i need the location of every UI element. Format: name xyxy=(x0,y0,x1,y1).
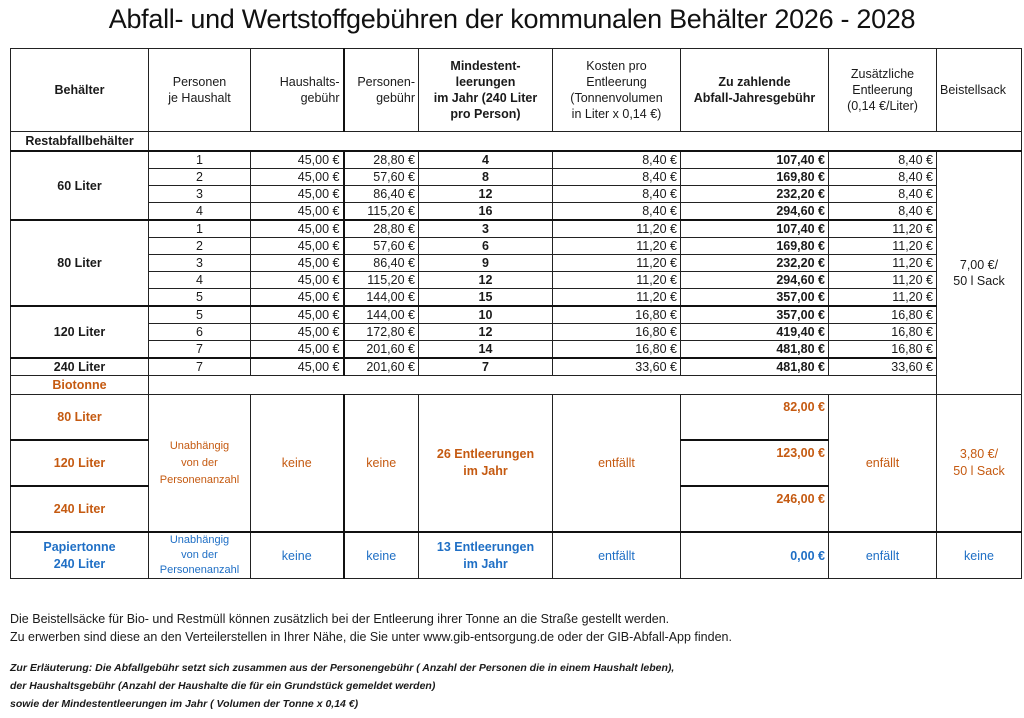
container-size: 80 Liter xyxy=(11,395,149,441)
table-row: 3 45,00 € 86,40 € 9 11,20 € 232,20 € 11,20 € xyxy=(11,255,1022,272)
container-size: 240 Liter xyxy=(11,358,149,376)
header-behaelter: Behälter xyxy=(11,49,149,132)
table-row: 5 45,00 € 144,00 € 15 11,20 € 357,00 € 11,20 € xyxy=(11,289,1022,307)
table-row: 60 Liter 1 45,00 € 28,80 € 4 8,40 € 107,40 € 8,40 € 7,00 €/ 50 l Sack xyxy=(11,151,1022,169)
section-restabfall xyxy=(11,132,1022,152)
note-line-1: Die Beistellsäcke für Bio- und Restmüll können zusätzlich bei der Entleerung ihrer Tonne an die Straße gestellt werden. xyxy=(10,612,670,626)
explanation-line-2: der Haushaltsgebühr (Anzahl der Haushalte die für ein Grundstück gemeldet werden) xyxy=(10,680,436,692)
section-biotonne xyxy=(11,376,1022,395)
explanation-line-3: sowie der Mindestentleerungen im Jahr ( Volumen der Tonne x 0,14 €) xyxy=(10,698,359,710)
table-row: 2 45,00 € 57,60 € 8 8,40 € 169,80 € 8,40 € xyxy=(11,169,1022,186)
table-row: 3 45,00 € 86,40 € 12 8,40 € 232,20 € 8,40 € xyxy=(11,186,1022,203)
beistellsack-restabfall: 7,00 €/ 50 l Sack xyxy=(937,151,1022,395)
table-row: 80 Liter Unabhängig von der Personenanzahl keine keine 26 Entleerungen im Jahr entfällt 82,00 € enfällt 3,80 €/ 50 l Sack xyxy=(11,395,1022,441)
table-row: Papiertonne 240 Liter Unabhängig von der Personenanzahl keine keine 13 Entleerungen im Jahr entfällt 0,00 € enfällt keine xyxy=(11,532,1022,579)
header-haushaltsgebuehr: Haushalts- gebühr xyxy=(251,49,344,132)
page-title: Abfall- und Wertstoffgebühren der kommunalen Behälter 2026 - 2028 xyxy=(108,4,916,34)
section-label-restabfall: Restabfallbehälter xyxy=(11,132,149,152)
beistellsack-papiertonne: keine xyxy=(937,532,1022,579)
table-row: 7 45,00 € 201,60 € 14 16,80 € 481,80 € 16,80 € xyxy=(11,341,1022,359)
header-kosten-pro-entleerung: Kosten pro Entleerung (Tonnenvolumen in Liter x 0,14 €) xyxy=(553,49,681,132)
table-row: 4 45,00 € 115,20 € 16 8,40 € 294,60 € 8,40 € xyxy=(11,203,1022,221)
container-size: Papiertonne 240 Liter xyxy=(11,532,149,579)
note-line-2: Zu erwerben sind diese an den Verteilerstellen in Ihrer Nähe, die Sie unter www.gib-entsorgung.de oder der GIB-Abfall-App finden. xyxy=(10,630,732,644)
table-row: 4 45,00 € 115,20 € 12 11,20 € 294,60 € 11,20 € xyxy=(11,272,1022,289)
container-size: 240 Liter xyxy=(11,486,149,532)
table-row: 240 Liter 246,00 € xyxy=(11,486,1022,532)
container-size: 80 Liter xyxy=(11,220,149,306)
beistellsack-biotonne: 3,80 €/ 50 l Sack xyxy=(937,395,1022,533)
table-row: 80 Liter 1 45,00 € 28,80 € 3 11,20 € 107,40 € 11,20 € xyxy=(11,220,1022,238)
section-label-biotonne: Biotonne xyxy=(11,376,149,395)
table-row: 6 45,00 € 172,80 € 12 16,80 € 419,40 € 16,80 € xyxy=(11,324,1022,341)
fee-table xyxy=(10,48,1022,579)
header-jahresgebuehr: Zu zahlende Abfall-Jahresgebühr xyxy=(681,49,829,132)
table-row: 120 Liter 5 45,00 € 144,00 € 10 16,80 € 357,00 € 16,80 € xyxy=(11,306,1022,324)
header-zusaetzliche-entleerung: Zusätzliche Entleerung (0,14 €/Liter) xyxy=(829,49,937,132)
container-size: 120 Liter xyxy=(11,306,149,358)
header-beistellsack: Beistellsack xyxy=(937,49,1022,132)
header-personengebuehr: Personen- gebühr xyxy=(344,49,419,132)
table-row: 2 45,00 € 57,60 € 6 11,20 € 169,80 € 11,20 € xyxy=(11,238,1022,255)
header-mindestentleerungen: Mindestent- leerungen im Jahr (240 Liter pro Person) xyxy=(419,49,553,132)
container-size: 60 Liter xyxy=(11,151,149,220)
table-row: 120 Liter 123,00 € xyxy=(11,440,1022,486)
container-size: 120 Liter xyxy=(11,440,149,486)
header-personen: Personen je Haushalt xyxy=(149,49,251,132)
table-header-row xyxy=(11,49,1022,132)
table-row: 240 Liter 7 45,00 € 201,60 € 7 33,60 € 481,80 € 33,60 € xyxy=(11,358,1022,376)
explanation-line-1: Zur Erläuterung: Die Abfallgebühr setzt sich zusammen aus der Personengebühr ( Anzahl der Personen die in einem Haushalt leben), xyxy=(10,662,675,674)
